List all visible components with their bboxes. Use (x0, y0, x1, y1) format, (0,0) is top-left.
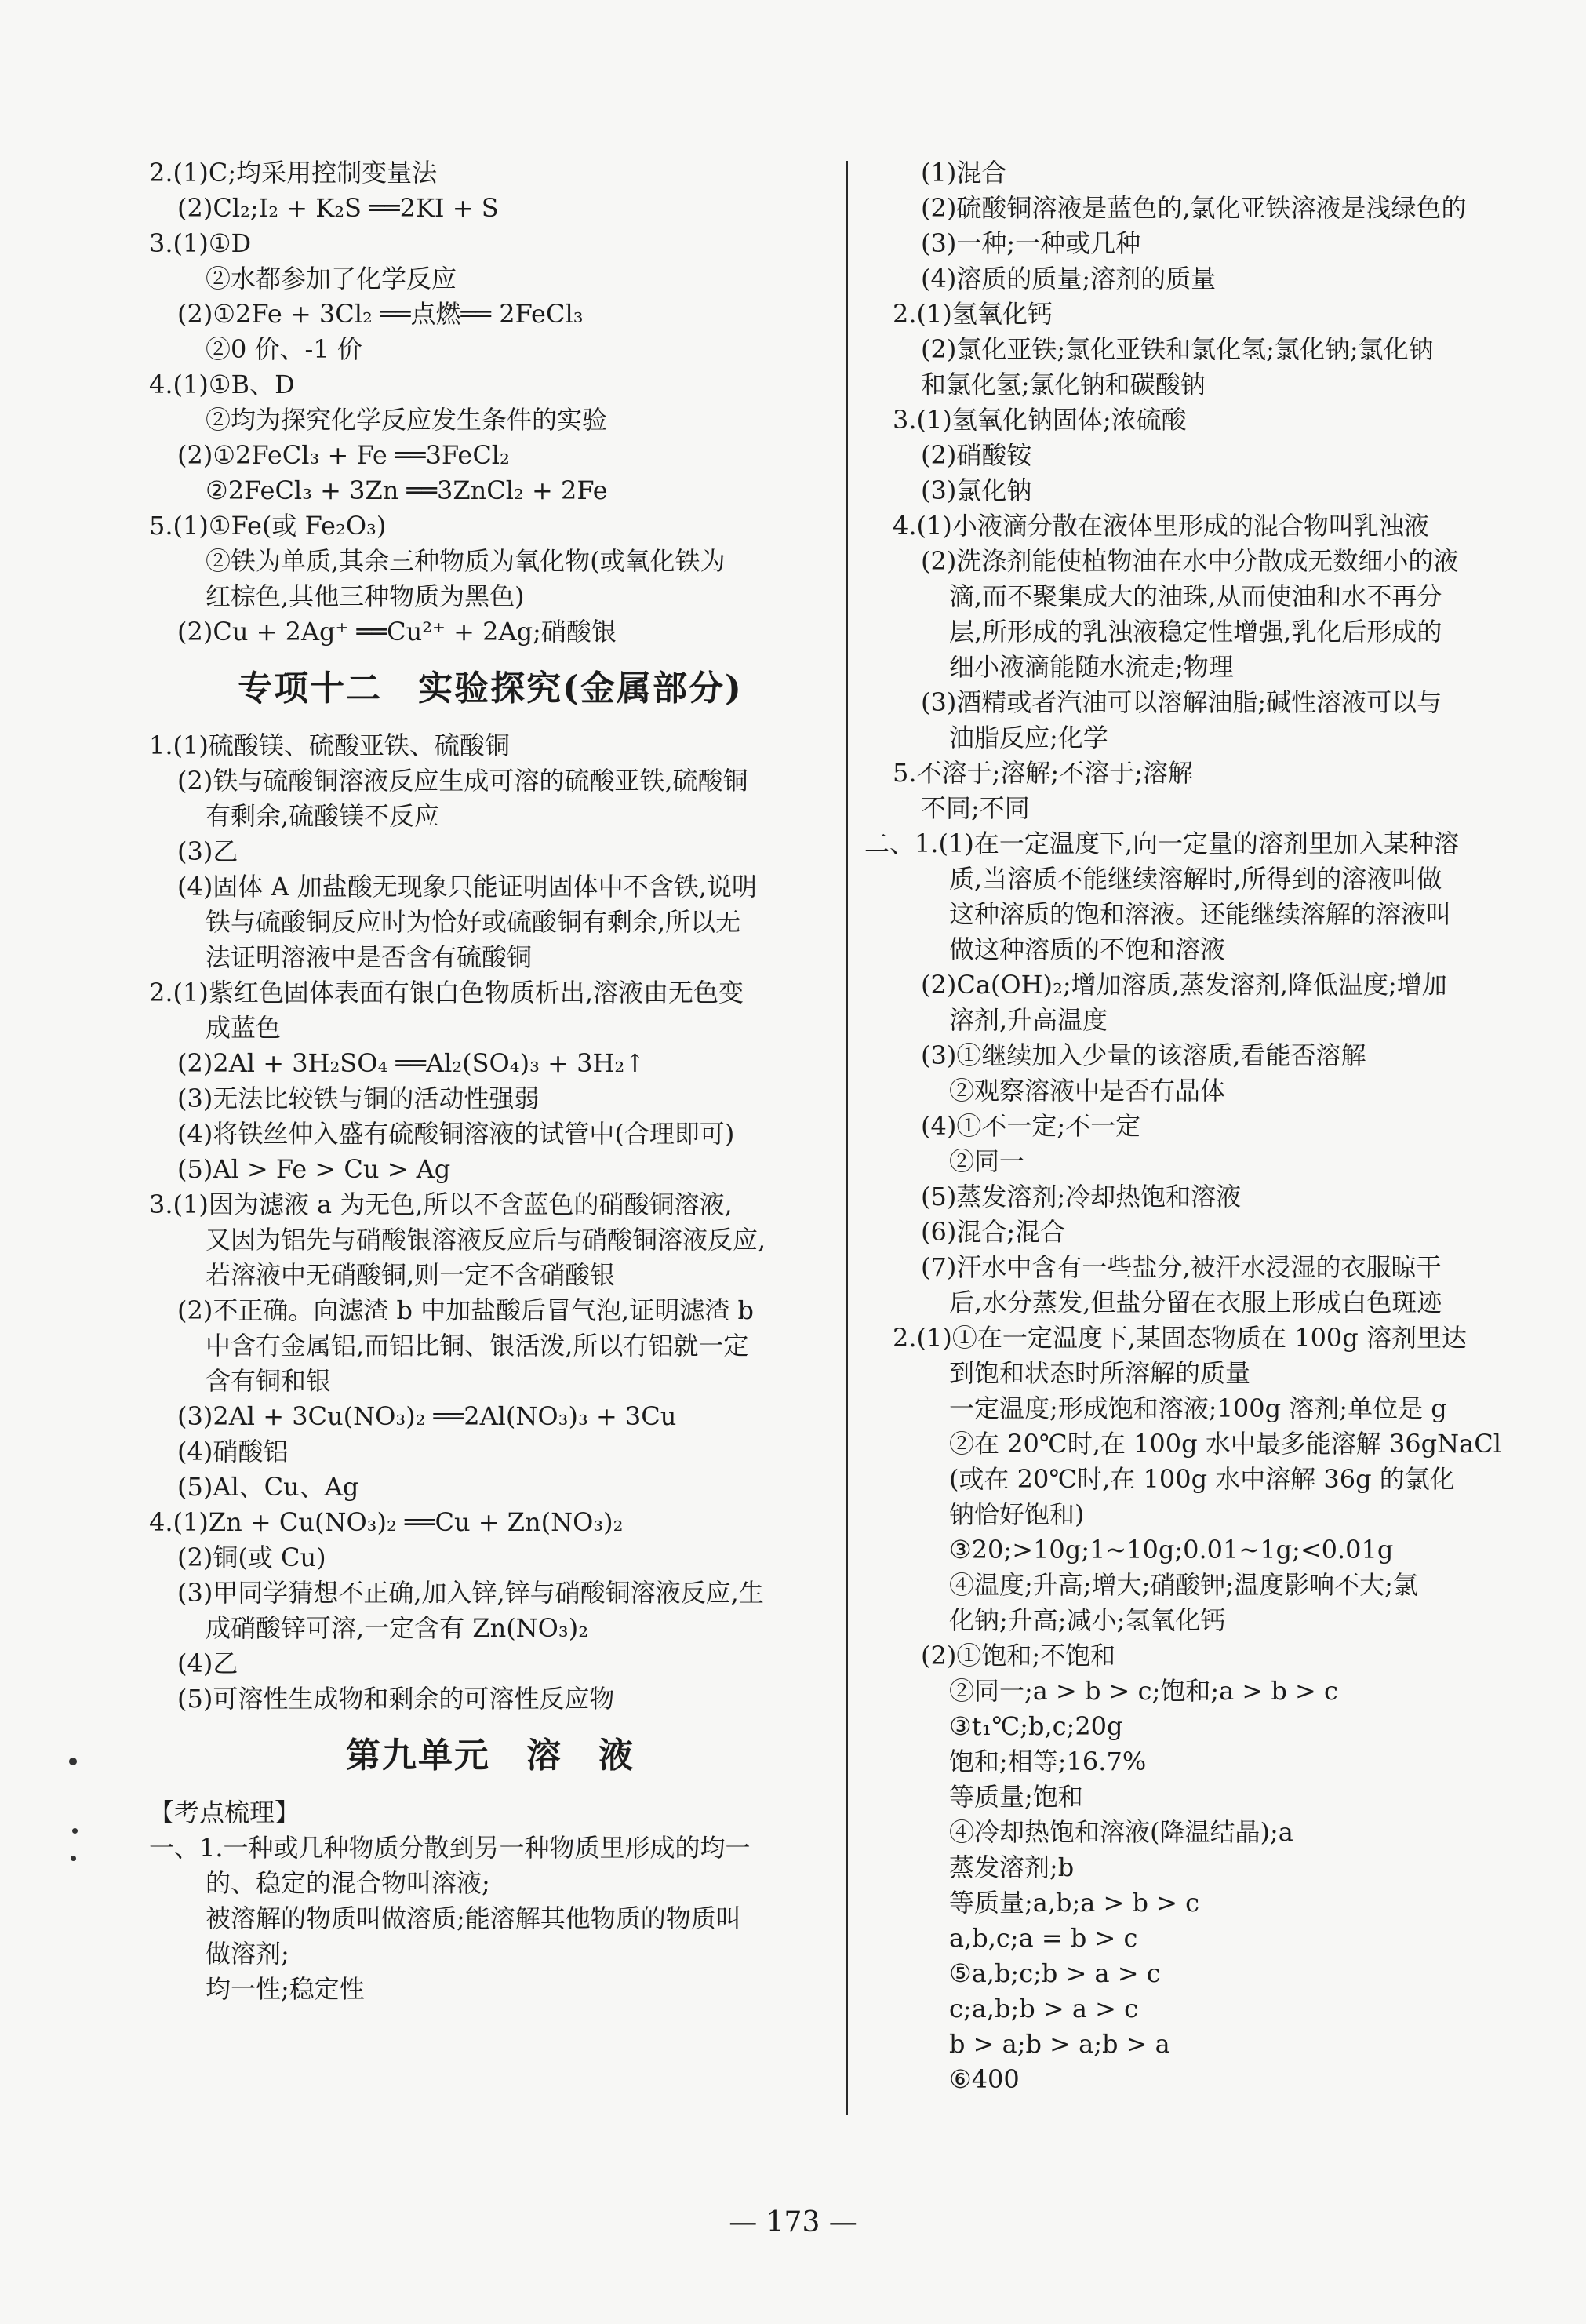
answer-line: ②观察溶液中是否有晶体 (949, 1076, 1226, 1106)
answers-block-3 (149, 1795, 831, 2007)
page-number: — 173 — (729, 2206, 857, 2238)
answer-line: (5)可溶性生成物和剩余的可溶性反应物 (177, 1684, 615, 1714)
answers-block-2 (149, 728, 831, 1717)
answer-line: (4)乙 (177, 1648, 238, 1678)
answer-line: (2)铜(或 Cu) (177, 1543, 326, 1572)
answer-line: (2)①2Fe + 3Cl₂ ══点燃══ 2FeCl₃ (177, 299, 584, 329)
answer-line: (5)蒸发溶剂;冷却热饱和溶液 (921, 1182, 1242, 1211)
scan-mark (69, 1758, 77, 1765)
column-divider (846, 161, 848, 2115)
answer-line: 中含有金属铝,而铝比铜、银活泼,所以有铝就一定 (206, 1331, 749, 1361)
answer-line: 层,所形成的乳浊液稳定性增强,乳化后形成的 (949, 617, 1442, 647)
answer-line: 溶剂,升高温度 (949, 1005, 1108, 1035)
answer-line: ②同一;a > b > c;饱和;a > b > c (949, 1676, 1338, 1706)
answer-line: (2)Cu + 2Ag⁺ ══Cu²⁺ + 2Ag;硝酸银 (177, 617, 617, 647)
answer-line: ②0 价、-1 价 (206, 334, 362, 364)
answer-line: (3)酒精或者汽油可以溶解油脂;碱性溶液可以与 (921, 687, 1442, 717)
answer-line: 二、1.(1)在一定温度下,向一定量的溶剂里加入某种溶 (864, 829, 1460, 858)
answer-line: 均一性;稳定性 (206, 1974, 365, 2004)
answer-line: ②水都参加了化学反应 (206, 264, 457, 293)
answer-line: 蒸发溶剂;b (949, 1852, 1075, 1882)
answer-line: 一、1.一种或几种物质分散到另一种物质里形成的均一 (149, 1833, 751, 1863)
answer-line: 等质量;a,b;a > b > c (949, 1888, 1200, 1918)
answer-line: ②均为探究化学反应发生条件的实验 (206, 405, 608, 435)
answer-line: 和氯化氢;氯化钠和碳酸钠 (921, 370, 1206, 399)
answer-line: ⑥400 (949, 2064, 1020, 2094)
answer-line: ④冷却热饱和溶液(降温结晶);a (949, 1817, 1293, 1847)
answer-line: (3)一种;一种或几种 (921, 228, 1141, 258)
answer-line: 1.(1)硫酸镁、硫酸亚铁、硫酸铜 (149, 730, 510, 760)
answer-line: (1)混合 (921, 158, 1007, 188)
answer-line: (3)无法比较铁与铜的活动性强弱 (177, 1084, 540, 1113)
answer-line: 成硝酸锌可溶,一定含有 Zn(NO₃)₂ (206, 1613, 589, 1643)
answer-line: (3)2Al + 3Cu(NO₃)₂ ══2Al(NO₃)₃ + 3Cu (177, 1401, 677, 1431)
answer-line: (2)硫酸铜溶液是蓝色的,氯化亚铁溶液是浅绿色的 (921, 193, 1467, 223)
answer-line: 不同;不同 (921, 793, 1030, 823)
answer-line: (2)2Al + 3H₂SO₄ ══Al₂(SO₄)₃ + 3H₂↑ (177, 1048, 646, 1078)
answer-line: ③t₁℃;b,c;20g (949, 1711, 1123, 1741)
answer-line: (6)混合;混合 (921, 1217, 1066, 1247)
answer-line: 化钠;升高;减小;氢氧化钙 (949, 1605, 1226, 1635)
answer-line: (2)不正确。向滤渣 b 中加盐酸后冒气泡,证明滤渣 b (177, 1295, 754, 1325)
answer-line: 2.(1)①在一定温度下,某固态物质在 100g 溶剂里达 (893, 1323, 1467, 1353)
answer-line: (2)铁与硫酸铜溶液反应生成可溶的硫酸亚铁,硫酸铜 (177, 766, 748, 796)
answer-line: (2)氯化亚铁;氯化亚铁和氯化氢;氯化钠;氯化钠 (921, 334, 1434, 364)
answer-line: (4)硝酸铝 (177, 1437, 289, 1466)
answer-line: 3.(1)氢氧化钠固体;浓硫酸 (893, 405, 1187, 435)
answer-line: 红棕色,其他三种物质为黑色) (206, 581, 525, 611)
answer-line: (2)①2FeCl₃ + Fe ══3FeCl₂ (177, 440, 510, 470)
answer-line: ④温度;升高;增大;硝酸钾;温度影响不大;氯 (949, 1570, 1418, 1600)
answer-line: ②2FeCl₃ + 3Zn ══3ZnCl₂ + 2Fe (206, 475, 608, 505)
answers-block-1 (149, 155, 831, 650)
answer-line: 4.(1)Zn + Cu(NO₃)₂ ══Cu + Zn(NO₃)₂ (149, 1507, 624, 1537)
answer-line: (2)洗涤剂能使植物油在水中分散成无数细小的液 (921, 546, 1459, 576)
answer-line: 一定温度;形成饱和溶液;100g 溶剂;单位是 g (949, 1393, 1447, 1423)
answer-line: 饱和;相等;16.7% (949, 1747, 1147, 1776)
answer-line: 做溶剂; (206, 1939, 289, 1969)
answer-line: 2.(1)紫红色固体表面有银白色物质析出,溶液由无色变 (149, 978, 744, 1007)
answer-line: a,b,c;a = b > c (949, 1923, 1138, 1953)
answer-line: 3.(1)①D (149, 228, 252, 258)
answer-line: 3.(1)因为滤液 a 为无色,所以不含蓝色的硝酸铜溶液, (149, 1189, 733, 1219)
answer-line: (2)硝酸铵 (921, 440, 1032, 470)
answer-line: 法证明溶液中是否含有硫酸铜 (206, 942, 533, 972)
answer-line: (3)甲同学猜想不正确,加入锌,锌与硝酸铜溶液反应,生 (177, 1578, 764, 1608)
answer-line: (3)①继续加入少量的该溶质,看能否溶解 (921, 1040, 1366, 1070)
answer-line: 的、稳定的混合物叫溶液; (206, 1868, 490, 1898)
section-heading-unit-9: 第九单元 溶 液 (346, 1736, 635, 1776)
answer-line: 若溶液中无硝酸铜,则一定不含硝酸银 (206, 1260, 616, 1290)
answers-block-right (864, 155, 1570, 2097)
answer-line: 被溶解的物质叫做溶质;能溶解其他物质的物质叫 (206, 1903, 741, 1933)
answer-line: b > a;b > a;b > a (949, 2029, 1170, 2059)
answer-line: 到饱和状态时所溶解的质量 (949, 1358, 1251, 1388)
answer-line: 含有铜和银 (206, 1366, 332, 1396)
answer-line: 铁与硫酸铜反应时为恰好或硫酸铜有剩余,所以无 (206, 907, 741, 937)
answer-line: (4)溶质的质量;溶剂的质量 (921, 264, 1217, 293)
answer-line: 油脂反应;化学 (949, 723, 1108, 752)
answer-line: 5.不溶于;溶解;不溶于;溶解 (893, 758, 1193, 788)
answer-line: (3)乙 (177, 836, 238, 866)
answer-line: (4)①不一定;不一定 (921, 1111, 1141, 1141)
answer-line: (2)①饱和;不饱和 (921, 1641, 1116, 1670)
answer-line: 5.(1)①Fe(或 Fe₂O₃) (149, 511, 387, 541)
answer-line: 这种溶质的饱和溶液。还能继续溶解的溶液叫 (949, 899, 1452, 929)
right-column (864, 155, 1570, 2097)
answer-line: 细小液滴能随水流走;物理 (949, 652, 1234, 682)
answer-line: (或在 20℃时,在 100g 水中溶解 36g 的氯化 (949, 1464, 1455, 1494)
answer-line: 有剩余,硫酸镁不反应 (206, 801, 440, 831)
answer-line: ②铁为单质,其余三种物质为氧化物(或氧化铁为 (206, 546, 726, 576)
answer-line: 等质量;饱和 (949, 1782, 1083, 1812)
answer-line: ②同一 (949, 1146, 1025, 1176)
answer-line: ⑤a,b;c;b > a > c (949, 1958, 1161, 1988)
answer-line: 质,当溶质不能继续溶解时,所得到的溶液叫做 (949, 864, 1442, 894)
answer-line: 后,水分蒸发,但盐分留在衣服上形成白色斑迹 (949, 1288, 1442, 1317)
answer-line: ③20;>10g;1~10g;0.01~1g;<0.01g (949, 1535, 1394, 1565)
answer-line: (4)将铁丝伸入盛有硫酸铜溶液的试管中(合理即可) (177, 1119, 735, 1149)
answer-line: 【考点梳理】 (149, 1798, 300, 1827)
answer-line: (3)氯化钠 (921, 475, 1032, 505)
scan-mark (72, 1828, 78, 1834)
answer-line: 又因为铝先与硝酸银溶液反应后与硝酸铜溶液反应, (206, 1225, 766, 1255)
left-column (149, 155, 831, 2007)
answer-line: (2)Ca(OH)₂;增加溶质,蒸发溶剂,降低温度;增加 (921, 970, 1447, 1000)
answer-line: (5)Al > Fe > Cu > Ag (177, 1154, 451, 1184)
answer-line: (5)Al、Cu、Ag (177, 1472, 359, 1502)
answer-line: (7)汗水中含有一些盐分,被汗水浸湿的衣服晾干 (921, 1252, 1442, 1282)
answer-line: 滴,而不聚集成大的油珠,从而使油和水不再分 (949, 581, 1442, 611)
answer-line: ②在 20℃时,在 100g 水中最多能溶解 36gNaCl (949, 1429, 1501, 1459)
scan-mark (71, 1856, 76, 1861)
answer-line: 钠恰好饱和) (949, 1499, 1085, 1529)
answer-line: 成蓝色 (206, 1013, 282, 1043)
answer-line: 4.(1)①B、D (149, 370, 295, 399)
answer-line: c;a,b;b > a > c (949, 1994, 1139, 2023)
answer-line: (4)固体 A 加盐酸无现象只能证明固体中不含铁,说明 (177, 872, 757, 902)
answer-line: 2.(1)氢氧化钙 (893, 299, 1053, 329)
answer-line: 4.(1)小液滴分散在液体里形成的混合物叫乳浊液 (893, 511, 1429, 541)
answer-line: (2)Cl₂;I₂ + K₂S ══2KI + S (177, 193, 499, 223)
answer-line: 做这种溶质的不饱和溶液 (949, 934, 1226, 964)
section-heading-special-12: 专项十二 实验探究(金属部分) (238, 668, 743, 708)
answer-line: 2.(1)C;均采用控制变量法 (149, 158, 438, 188)
